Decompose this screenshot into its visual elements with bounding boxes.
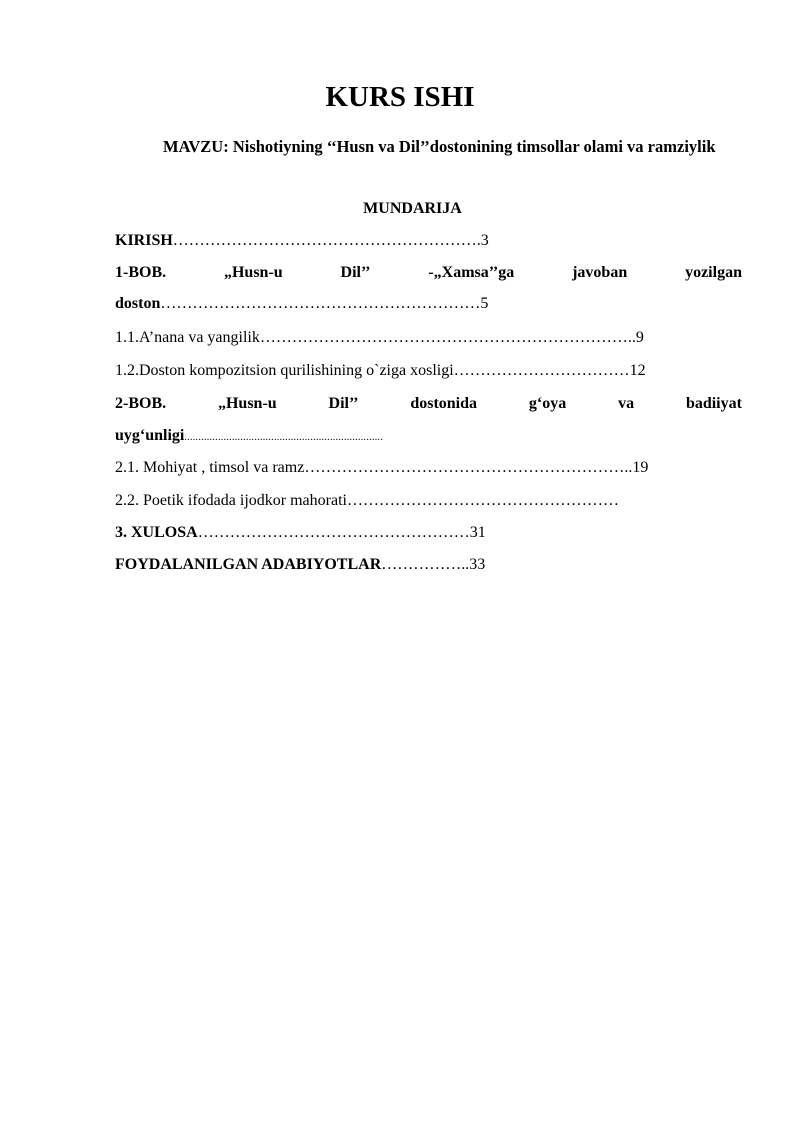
toc-word: g‘oya (528, 395, 567, 412)
toc-word: va (618, 395, 635, 412)
toc-entry-bob1-line2 (115, 292, 488, 316)
toc-leader: …………….. (381, 556, 470, 573)
toc-word: „Husn-u (223, 264, 283, 281)
toc-label: 2.1. Mohiyat , timsol va ramz (115, 459, 305, 476)
toc-page: 3 (480, 232, 489, 249)
toc-word: 1-BOB. (115, 264, 167, 281)
toc-entry-kirish (115, 229, 489, 253)
toc-leader: …………………………………………………. (172, 232, 481, 249)
toc-leader: ....................................................................... (184, 432, 384, 443)
toc-leader: …………………………………………………………….. (259, 329, 636, 346)
toc-word: 2-BOB. (115, 395, 167, 412)
toc-leader: …………………………… (453, 362, 630, 379)
document-title: KURS ISHI (325, 81, 475, 113)
toc-label: FOYDALANILGAN ADABIYOTLAR (115, 556, 382, 573)
toc-leader: …………………………………………… (346, 492, 619, 509)
toc-label: doston (115, 295, 161, 312)
contents-heading: MUNDARIJA (363, 200, 462, 217)
toc-leader: …………………………………………………… (160, 295, 481, 312)
toc-entry-2-1 (115, 456, 648, 480)
toc-page: 5 (480, 295, 489, 312)
toc-entry-1-1 (115, 326, 644, 350)
toc-label: 2.2. Poetik ifodada ijodkor mahorati (115, 492, 347, 509)
toc-entry-bob2-line2 (115, 424, 383, 450)
toc-page: 12 (629, 362, 646, 379)
toc-word: Dil’’ (340, 264, 371, 281)
toc-entry-1-2 (115, 359, 646, 383)
toc-leader: …………………………………………………….. (304, 459, 633, 476)
toc-label: 3. XULOSA (115, 524, 198, 541)
toc-word: dostonida (410, 395, 478, 412)
toc-label: 1.1.A’nana va yangilik (115, 329, 260, 346)
toc-word: javoban (572, 264, 628, 281)
toc-entry-xulosa (115, 521, 486, 545)
toc-word: Dil’’ (328, 395, 359, 412)
toc-entry-2-2 (115, 489, 619, 513)
toc-word: -„Xamsa’’ga (428, 264, 515, 281)
toc-word: badiiyat (685, 395, 742, 412)
toc-entry-bob1-line1 (115, 261, 742, 285)
toc-page: 31 (469, 524, 486, 541)
toc-label: 1.2.Doston kompozitsion qurilishining o`ziga xosligi (115, 362, 454, 379)
topic-statement: MAVZU: Nishotiyning ‘‘Husn va Dil’’dostonining timsollar olami va ramziylik (163, 137, 716, 156)
toc-page: 33 (469, 556, 486, 573)
toc-page: 19 (632, 459, 649, 476)
toc-page: 9 (635, 329, 644, 346)
toc-word: yozilgan (685, 264, 742, 281)
toc-leader: …………………………………………… (197, 524, 470, 541)
toc-label: KIRISH (115, 232, 173, 249)
toc-word: „Husn-u (217, 395, 277, 412)
toc-entry-adabiyotlar (115, 553, 485, 577)
toc-entry-bob2-line1 (115, 392, 742, 416)
toc-label: uyg‘unligi (115, 427, 185, 444)
